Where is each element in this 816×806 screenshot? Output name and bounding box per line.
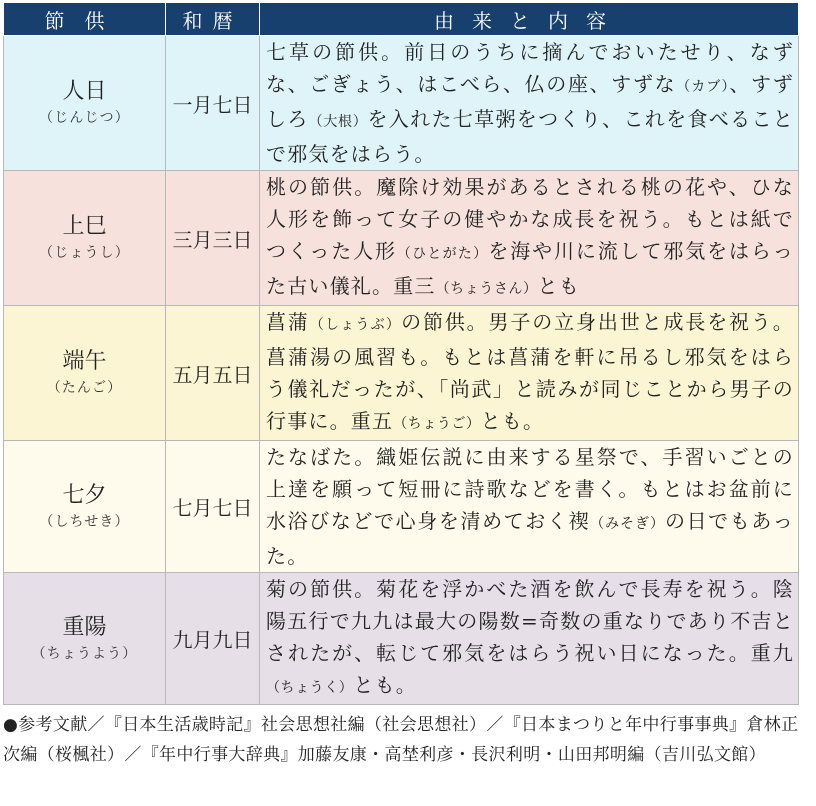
sekku-reading: （しちせき） [39,513,130,530]
sekku-name: 人日 [62,79,107,104]
reading-annotation: （ひとがた） [396,246,489,262]
reading-annotation: （しょうぶ） [309,317,402,333]
sekku-name: 端午 [62,349,107,374]
description-text: たなばた。織姫伝説に由来する星祭で、手習いごとの上達を願って短冊に詩歌などを書く。もとはお盆前に水浴びなどで心身を清めておく禊 [266,445,794,533]
table-row [4,441,799,573]
description-text: 七草の節供。前日のうちに摘んでおいたせり、なずな、ごぎょう、はこべら、仏の座、すずな [266,40,794,96]
wareki-date: 五月五日 [166,306,260,441]
reading-annotation: （ちょうご） [393,416,481,432]
reading-annotation: （ちょうさん） [435,281,538,297]
sekku-reading: （ちょうよう） [31,645,138,662]
sekku-name-cell [4,36,166,171]
sekku-reading: （たんご） [46,380,123,396]
sekku-reading: （じんじつ） [39,110,130,126]
sekku-table [3,2,799,705]
table-row [4,573,799,705]
sekku-name-cell [4,306,166,441]
wareki-date: 一月七日 [166,36,260,171]
header-wareki: 和暦 [166,3,260,36]
wareki-date: 七月七日 [166,441,260,573]
sekku-name: 重陽 [62,614,107,640]
wareki-date: 九月九日 [166,573,260,705]
description-text: 桃の節供。魔除け効果があるとされる桃の花や、ひな人形を飾って女子の健やかな成長を祝う。もとは紙でつくった人形 [266,175,794,263]
reading-annotation: （みそぎ） [590,516,665,532]
wareki-date: 三月三日 [166,171,260,306]
table-header-row [4,3,799,36]
sekku-name-cell [4,441,166,573]
sekku-name-cell [4,573,166,705]
sekku-reading: （じょうし） [39,245,130,261]
table-row [4,36,799,171]
sekku-name: 七夕 [62,482,107,508]
description-text: とも [537,274,580,298]
references-note: ●参考文献／『日本生活歳時記』社会思想社編（社会思想社）／『日本まつりと年中行事事典』倉林正次編（桜楓社）／『年中行事大辞典』加藤友康・高埜利彦・長沢利明・山田邦明編（吉川弘文館） [3,715,799,765]
description-text: の日でもあった。 [266,509,795,568]
reading-annotation: （ちょうく） [266,680,354,696]
description-text: 菖蒲 [266,310,310,334]
sekku-name: 上巳 [62,214,107,239]
table-row [4,171,799,306]
sekku-name-cell [4,171,166,306]
description-text: とも。 [353,673,417,697]
description [260,573,799,705]
description-text: を入れた七草粥をつくり、これを食べることで邪気をはらう。 [266,107,794,166]
reading-annotation: （カブ） [676,79,730,95]
description [260,306,799,441]
header-sekku: 節供 [4,3,166,36]
description [260,171,799,306]
description-text: 菊の節供。菊花を浮かべた酒を飲んで長寿を祝う。陰陽五行で九九は最大の陽数=奇数の重なりであり不吉とされたが、転じて邪気をはらう祝い日になった。重九 [266,577,794,665]
description-text: の節供。男子の立身出世と成長を祝う。菖蒲湯の風習も。もとは菖蒲を軒に吊るし邪気をはらう儀礼だったが、「尚武」と読みが同じことから男子の行事に。重五 [266,310,794,433]
table-row [4,306,799,441]
description-text: 、すずしろ [266,72,794,131]
reading-annotation: （大根） [308,114,368,130]
header-yurai-naiyou: 由来と内容 [260,3,799,36]
description-text: を海や川に流して邪気をはらった古い儀礼。重三 [266,239,794,298]
description [260,36,799,171]
description-text: とも。 [480,409,545,433]
description [260,441,799,573]
